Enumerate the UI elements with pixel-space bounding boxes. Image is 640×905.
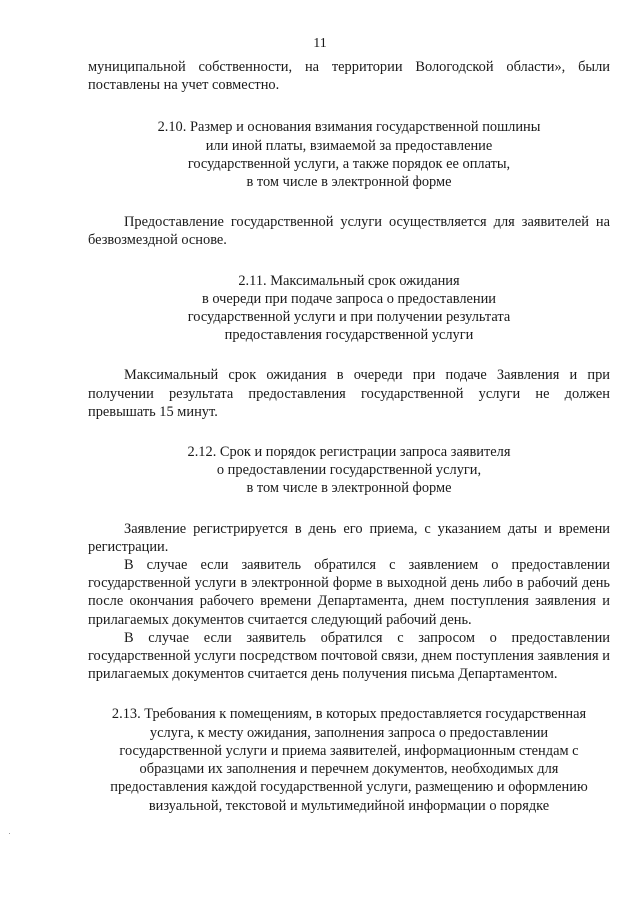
heading-line: в том числе в электронной форме xyxy=(246,174,452,191)
page-number: 11 xyxy=(313,36,327,51)
section-2-11-heading xyxy=(88,272,610,345)
scan-speck xyxy=(9,833,10,834)
heading-line: визуальной, текстовой и мультимедийной информации о порядке xyxy=(148,797,550,814)
heading-line: или иной платы, взимаемой за предоставление xyxy=(205,137,493,154)
heading-line: в том числе в электронной форме xyxy=(246,480,452,497)
heading-line: предоставления государственной услуги xyxy=(224,327,474,344)
heading-line: 2.10. Размер и основания взимания государственной пошлины xyxy=(157,119,541,136)
section-2-12-paragraph-3: В случае если заявитель обратился с запросом о предоставлении государственной услуги посредством почтовой связи, днем поступления заявления и прилагаемых документов считается день получения письма Департаментом. xyxy=(88,629,610,683)
section-2-11-paragraph: Максимальный срок ожидания в очереди при подаче Заявления и при получении результата предоставления государственной услуги не должен превышать 15 минут. xyxy=(88,367,610,420)
heading-line: о предоставлении государственной услуги, xyxy=(216,462,482,479)
section-2-10-heading xyxy=(88,118,610,191)
section-2-12-paragraph-1: Заявление регистрируется в день его приема, с указанием даты и времени регистрации. xyxy=(88,520,610,555)
heading-line: 2.13. Требования к помещениям, в которых предоставляется государственная xyxy=(111,706,587,723)
heading-line: предоставления каждой государственной услуги, размещению и оформлению xyxy=(110,779,588,796)
heading-line: 2.12. Срок и порядок регистрации запроса заявителя xyxy=(187,444,511,461)
heading-line: 2.11. Максимальный срок ожидания xyxy=(238,272,460,289)
page-body xyxy=(88,58,610,815)
heading-line: в очереди при подаче запроса о предоставлении xyxy=(201,290,497,307)
heading-line: государственной услуги и приема заявителей, информационным стендам с xyxy=(119,742,579,759)
heading-line: государственной услуги, а также порядок ее оплаты, xyxy=(187,155,511,172)
heading-line: услуга, к месту ожидания, заполнения запроса о предоставлении xyxy=(149,724,549,741)
section-2-10-paragraph: Предоставление государственной услуги осуществляется для заявителей на безвозмездной основе. xyxy=(88,214,610,249)
heading-line: образцами их заполнения и перечнем документов, необходимых для xyxy=(139,761,559,778)
section-2-13-heading xyxy=(88,705,610,814)
heading-line: государственной услуги и при получении результата xyxy=(187,309,511,326)
intro-paragraph: муниципальной собственности, на территории Вологодской области», были поставлены на учет совместно. xyxy=(88,59,610,94)
section-2-12-heading xyxy=(88,443,610,498)
section-2-12-paragraph-2: В случае если заявитель обратился с заявлением о предоставлении государственной услуги в электронной форме в выходной день либо в рабочий день после окончания рабочего времени Департамента, днем поступления заявления и прилагаемых документов считается следующий рабочий день. xyxy=(88,557,610,628)
